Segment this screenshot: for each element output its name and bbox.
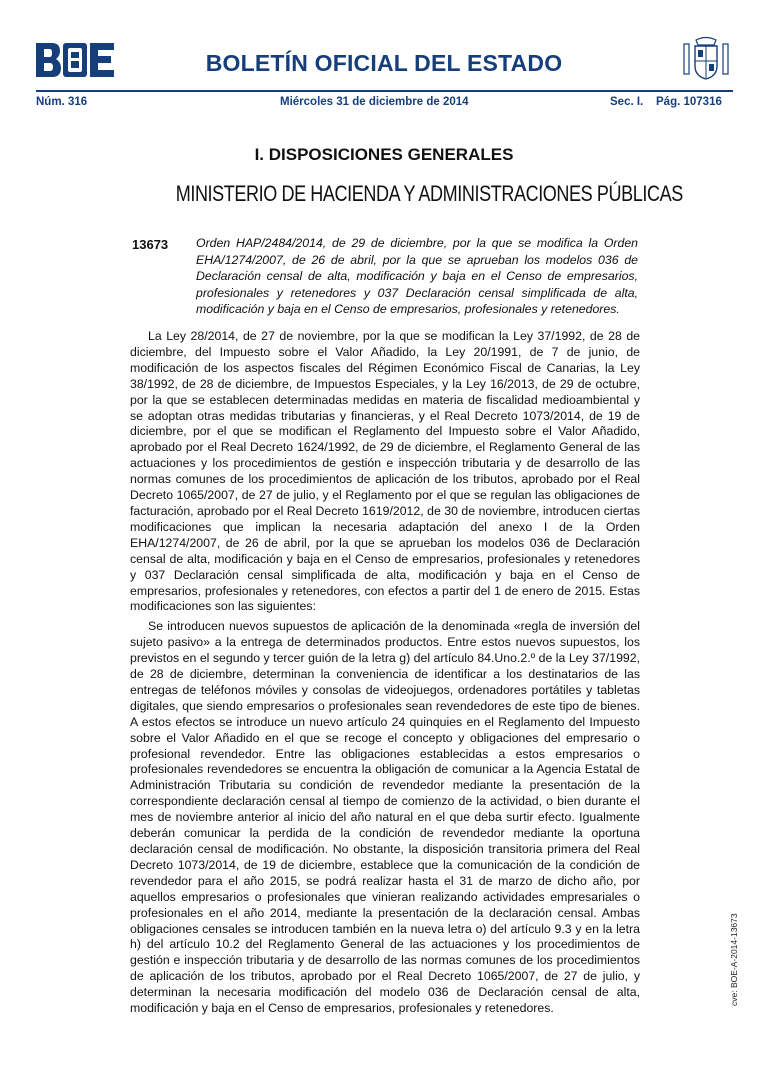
section-title: I. DISPOSICIONES GENERALES [254,145,514,164]
ministry-title: MINISTERIO DE HACIENDA Y ADMINISTRACIONES PÚBLICAS [175,181,683,206]
gazette-title: BOLETÍN OFICIAL DEL ESTADO [205,50,563,76]
issue-date: Miércoles 31 de diciembre de 2014 [280,96,469,108]
paragraph: La Ley 28/2014, de 27 de noviembre, por la que se modifican la Ley 37/1992, de 28 de diciembre, del Impuesto sobre el Valor Añadido, la Ley 20/1991, de 7 de junio, de modificación de los aspectos fiscales del Régimen Económico Fiscal de Canarias, la Ley 38/1992, de 28 de diciembre, de Impuestos Especiales, y la Ley 16/2013, de 29 de octubre, por la que se establecen determinadas medidas en materia de fiscalidad medioambiental y se adoptan otras medidas tributarias y financieras, y el Real Decreto 1073/2014, de 19 de diciembre, por el que se modifican el Reglamento del Impuesto sobre el Valor Añadido, aprobado por el Real Decreto 1624/1992, de 29 de diciembre, el Reglamento General de las actuaciones y los procedimientos de gestión e inspección tributaria y de desarrollo de las normas comunes de los procedimientos de aplicación de los tributos, aprobado por el Real Decreto 1065/2007, de 27 de julio, y el Reglamento por el que se regulan las obligaciones de facturación, aprobado por el Real Decreto 1619/2012, de 30 de noviembre, introducen ciertas modificaciones que implican la necesaria adaptación del anexo I de la Orden EHA/1274/2007, de 26 de abril, por la que se aprueban los modelos 036 de Declaración censal de alta, modificación y baja en el Censo de empresarios, profesionales y retenedores y 037 Declaración censal simplificada de alta, modificación y baja en el Censo de empresarios, profesionales y retenedores, con efectos a partir del 1 de enero de 2015. Estas modificaciones son las siguientes: [130,329,640,614]
header-divider [36,90,733,92]
section-label: Sec. I. [610,96,644,108]
paragraph: Se introducen nuevos supuestos de aplicación de la denominada «regla de inversión del sujeto pasivo» a la entrega de determinados productos. Entre estos nuevos supuestos, los previstos en el segundo y tercer guión de la letra g) del artículo 84.Uno.2.º de la Ley 37/1992, de 28 de diciembre, determinan la conveniencia de identificar a los destinatarios de las entregas de teléfonos móviles y consolas de videojuegos, ordenadores portátiles y tabletas digitales, que siendo empresarios o profesionales sean revendedores de este tipo de bienes. A estos efectos se introduce un nuevo artículo 24 quinquies en el Reglamento del Impuesto sobre el Valor Añadido en el que se recoge el concepto y obligaciones del empresario o profesional revendedor. Entre las obligaciones establecidas a estos empresarios o profesionales revendedores se encuentra la obligación de comunicar a la Agencia Estatal de Administración Tributaria su condición de revendedor mediante la presentación de la correspondiente declaración censal al tiempo de comienzo de la actividad, o bien durante el mes de noviembre anterior al inicio del año natural en el que deba surtir efecto. Igualmente deberán comunicar la perdida de la condición de revendedor mediante la oportuna declaración censal de modificación. No obstante, la disposición transitoria primera del Real Decreto 1073/2014, de 19 de diciembre, establece que la comunicación de la condición de revendedor para el año 2015, se podrá realizar hasta el 31 de marzo de dicho año, por aquellos empresarios o profesionales que vinieran realizando actividades empresariales o profesionales en el año 2014, mediante la presentación de la declaración censal. Ambas obligaciones censales se introducen también en la nueva letra o) del artículo 9.3 y en la letra h) del artículo 10.2 del Reglamento General de las actuaciones y los procedimientos de gestión e inspección tributaria y de desarrollo de las normas comunes de los procedimientos de aplicación de los tributos, aprobado por el Real Decreto 1065/2007, de 27 de julio, y determinan la necesaria modificación del modelo 036 de Declaración censal de alta, modificación y baja en el Censo de empresarios, profesionales y retenedores. [130,619,640,1016]
entry-number: 13673 [132,237,169,252]
page-number: Pág. 107316 [656,96,722,108]
body-text [130,329,640,1021]
entry-summary: Orden HAP/2484/2014, de 29 de diciembre, por la que se modifica la Orden EHA/1274/2007, de 26 de abril, por la que se aprueban los modelos 036 de Declaración censal de alta, modificación y baja en el Censo de empresarios, profesionales y retenedores y 037 Declaración censal simplificada de alta, modificación y baja en el Censo de empresarios, profesionales y retenedores. [196,236,638,317]
issue-number: Núm. 316 [36,96,88,108]
cve-identifier: cve: BOE-A-2014-13673 [729,913,739,1006]
